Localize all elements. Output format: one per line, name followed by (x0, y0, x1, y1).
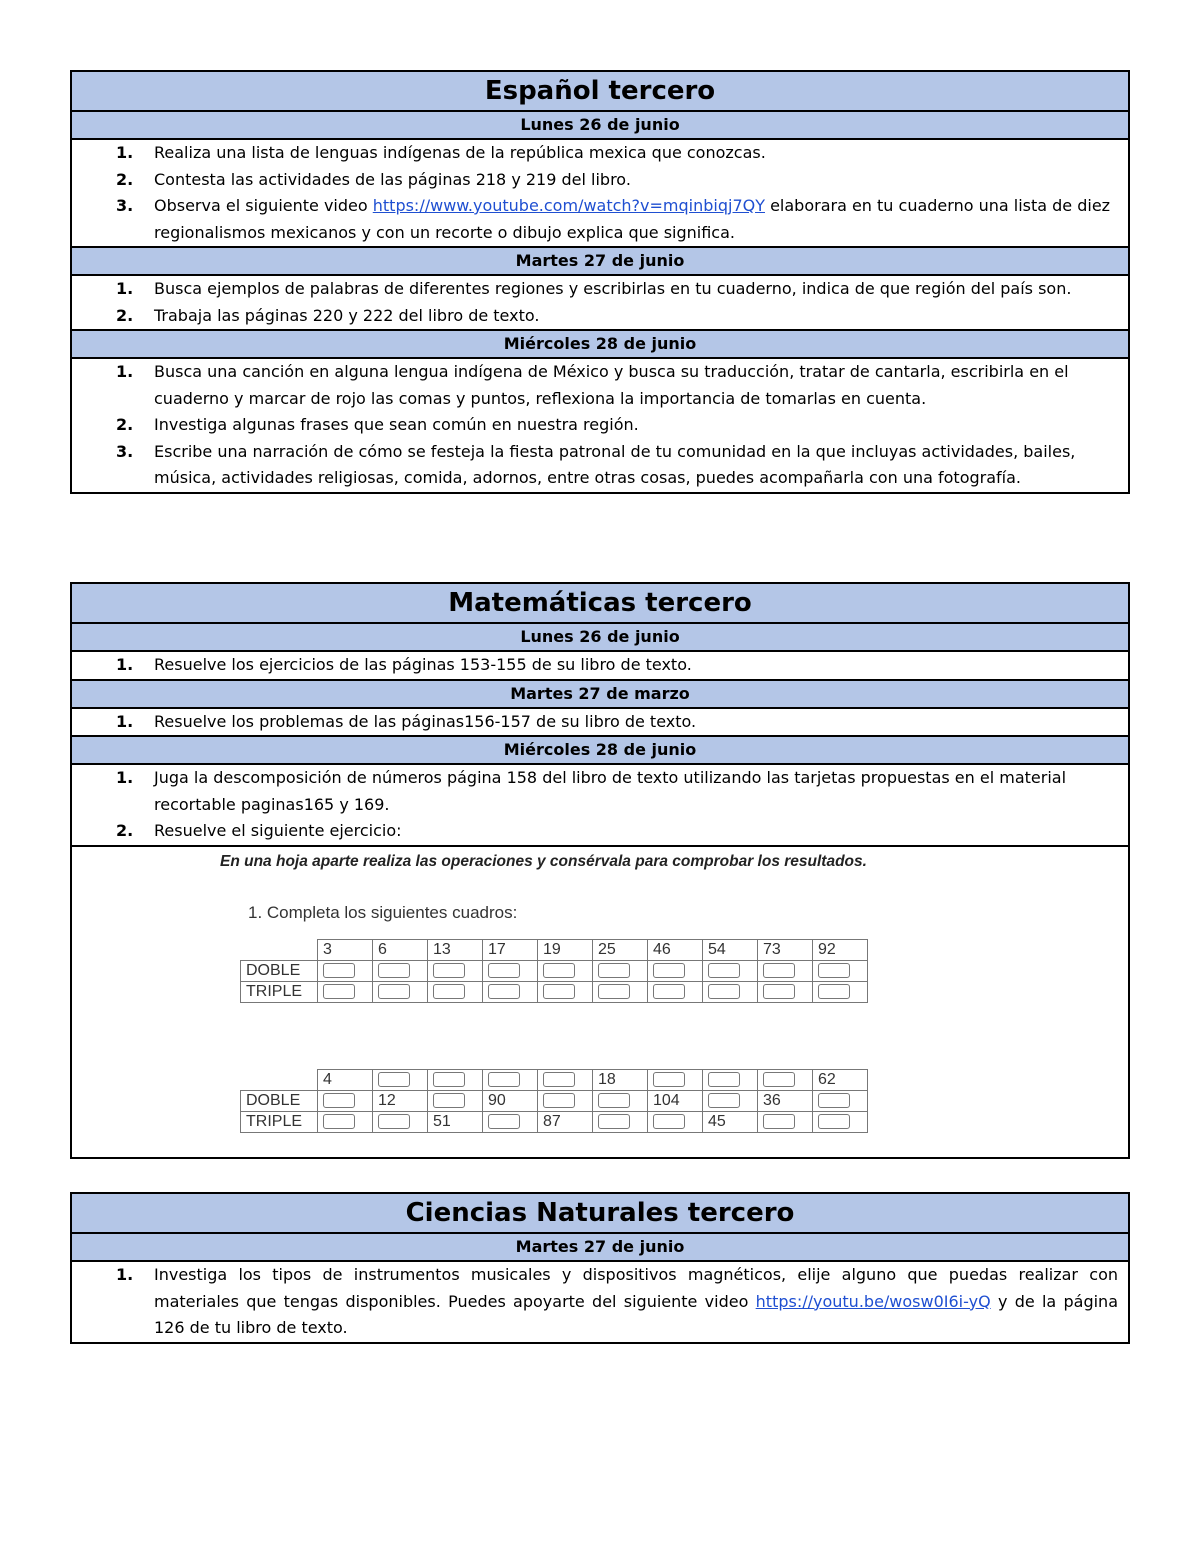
answer-cell (593, 981, 648, 1002)
answer-box[interactable] (323, 963, 355, 978)
list-item: 2. Trabaja las páginas 220 y 222 del libro de texto. (116, 305, 540, 325)
answer-cell (648, 1111, 703, 1132)
answer-cell (758, 1111, 813, 1132)
answer-cell (703, 981, 758, 1002)
espanol-martes-tasks (72, 276, 1128, 331)
espanol-day-martes: Martes 27 de junio (72, 248, 1128, 276)
answer-box[interactable] (488, 963, 520, 978)
answer-cell (813, 1090, 868, 1111)
answer-cell (318, 981, 373, 1002)
answer-cell (428, 1069, 483, 1090)
answer-box[interactable] (433, 1072, 465, 1087)
answer-box[interactable] (378, 984, 410, 999)
answer-cell (593, 1111, 648, 1132)
youtube-video-link[interactable]: https://www.youtube.com/watch?v=mqinbiqj7QY (372, 196, 765, 215)
answer-box[interactable] (488, 1114, 520, 1129)
table-row-triple (241, 1111, 868, 1132)
number-cell: 25 (593, 939, 648, 960)
answer-cell (648, 960, 703, 981)
answer-box[interactable] (598, 1114, 630, 1129)
espanol-lunes-tasks (72, 140, 1128, 248)
answer-box[interactable] (818, 984, 850, 999)
matematicas-day-miercoles: Miércoles 28 de junio (72, 737, 1128, 765)
espanol-day-miercoles: Miércoles 28 de junio (72, 331, 1128, 359)
answer-box[interactable] (543, 1093, 575, 1108)
answer-cell (703, 1090, 758, 1111)
answer-box[interactable] (323, 1114, 355, 1129)
double-triple-table-2 (240, 1069, 868, 1133)
ciencias-martes-tasks (72, 1262, 1128, 1342)
answer-box[interactable] (323, 984, 355, 999)
answer-box[interactable] (433, 963, 465, 978)
answer-box[interactable] (543, 1072, 575, 1087)
answer-box[interactable] (653, 1114, 685, 1129)
answer-cell (483, 960, 538, 981)
number-cell: 87 (538, 1111, 593, 1132)
answer-box[interactable] (378, 963, 410, 978)
number-cell: 54 (703, 939, 758, 960)
answer-cell (538, 960, 593, 981)
answer-cell (813, 1111, 868, 1132)
empty-cell (241, 1069, 318, 1090)
table-row-triple (241, 981, 868, 1002)
table-row-top (241, 1069, 868, 1090)
row-label-doble: DOBLE (241, 960, 318, 981)
answer-box[interactable] (598, 1093, 630, 1108)
answer-box[interactable] (818, 1093, 850, 1108)
ciencias-block (70, 1192, 1130, 1344)
answer-cell (758, 1069, 813, 1090)
answer-cell (318, 960, 373, 981)
answer-cell (318, 1090, 373, 1111)
espanol-block (70, 70, 1130, 494)
list-item: 2. Investiga algunas frases que sean común en nuestra región. (116, 415, 639, 434)
table-row-doble (241, 960, 868, 981)
number-cell: 104 (648, 1090, 703, 1111)
list-item: 1. Realiza una lista de lenguas indígenas de la república mexica que conozcas. (116, 143, 766, 162)
number-cell: 17 (483, 939, 538, 960)
answer-cell (483, 981, 538, 1002)
answer-cell (648, 981, 703, 1002)
number-cell: 13 (428, 939, 483, 960)
answer-cell (483, 1111, 538, 1132)
answer-cell (428, 981, 483, 1002)
table-row-doble (241, 1090, 868, 1111)
answer-box[interactable] (763, 1114, 795, 1129)
number-cell: 36 (758, 1090, 813, 1111)
number-cell: 62 (813, 1069, 868, 1090)
table-row-top (241, 939, 868, 960)
list-item: 3. Observa el siguiente video https://www.youtube.com/watch?v=mqinbiqj7QY elaborara en tu cuaderno una lista de diez regionalismos mexicanos y con un recorte o dibujo explica que significa. (116, 196, 1111, 242)
answer-cell (593, 1090, 648, 1111)
number-cell: 4 (318, 1069, 373, 1090)
answer-cell (428, 1090, 483, 1111)
answer-box[interactable] (818, 1114, 850, 1129)
answer-box[interactable] (488, 984, 520, 999)
ciencias-title: Ciencias Naturales tercero (72, 1194, 1128, 1234)
answer-cell (538, 981, 593, 1002)
answer-box[interactable] (708, 984, 740, 999)
list-item: 1. Busca una canción en alguna lengua indígena de México y busca su traducción, tratar de cantarla, escribirla en el cuaderno y marcar de rojo las comas y puntos, reflexiona la importancia de tomarlas en cuenta. (116, 362, 1069, 408)
row-label-triple: TRIPLE (241, 1111, 318, 1132)
answer-cell (758, 981, 813, 1002)
answer-cell (373, 960, 428, 981)
answer-box[interactable] (433, 1093, 465, 1108)
answer-cell (373, 1111, 428, 1132)
answer-box[interactable] (763, 963, 795, 978)
exercise-instruction: En una hoja aparte realiza las operaciones y consérvala para comprobar los resultados. (220, 852, 867, 870)
answer-cell (373, 981, 428, 1002)
answer-cell (483, 1069, 538, 1090)
answer-box[interactable] (818, 963, 850, 978)
answer-cell (318, 1111, 373, 1132)
number-cell: 45 (703, 1111, 758, 1132)
exercise-image (72, 847, 1128, 1157)
answer-box[interactable] (763, 984, 795, 999)
number-cell: 90 (483, 1090, 538, 1111)
matematicas-day-martes: Martes 27 de marzo (72, 681, 1128, 709)
answer-box[interactable] (378, 1114, 410, 1129)
matematicas-block (70, 582, 1130, 1159)
matematicas-title: Matemáticas tercero (72, 584, 1128, 624)
list-item: 1. Busca ejemplos de palabras de diferentes regiones y escribirlas en tu cuaderno, indica de que región del país son. (116, 279, 1072, 298)
answer-box[interactable] (433, 984, 465, 999)
espanol-title: Español tercero (72, 72, 1128, 112)
answer-cell (538, 1069, 593, 1090)
double-triple-table-1 (240, 939, 868, 1003)
answer-cell (758, 960, 813, 981)
row-label-doble: DOBLE (241, 1090, 318, 1111)
number-cell: 12 (373, 1090, 428, 1111)
list-item: 1. Investiga los tipos de instrumentos musicales y dispositivos magnéticos, elije alguno que puedas realizar con materiales que tengas disponibles. Puedes apoyarte del siguiente video https://youtu.be/wosw0I6i-yQ y de la página 126 de tu libro de texto. (116, 1265, 1118, 1337)
answer-cell (593, 960, 648, 981)
number-cell: 6 (373, 939, 428, 960)
ciencias-day-martes: Martes 27 de junio (72, 1234, 1128, 1262)
empty-cell (241, 939, 318, 960)
answer-cell (703, 960, 758, 981)
list-item: 1. Juga la descomposición de números página 158 del libro de texto utilizando las tarjetas propuestas en el material recortable paginas165 y 169. (116, 768, 1067, 814)
matematicas-lunes-tasks (72, 652, 1128, 681)
answer-cell (813, 981, 868, 1002)
answer-box[interactable] (488, 1072, 520, 1087)
answer-box[interactable] (378, 1072, 410, 1087)
matematicas-miercoles-tasks (72, 765, 1128, 847)
number-cell: 18 (593, 1069, 648, 1090)
list-item: 1. Resuelve los ejercicios de las páginas 153-155 de su libro de texto. (116, 655, 692, 674)
answer-cell (703, 1069, 758, 1090)
answer-cell (648, 1069, 703, 1090)
answer-box[interactable] (543, 984, 575, 999)
answer-box[interactable] (708, 1093, 740, 1108)
answer-box[interactable] (323, 1093, 355, 1108)
number-cell: 19 (538, 939, 593, 960)
matematicas-day-lunes: Lunes 26 de junio (72, 624, 1128, 652)
number-cell: 92 (813, 939, 868, 960)
answer-box[interactable] (598, 984, 630, 999)
answer-box[interactable] (708, 1072, 740, 1087)
answer-box[interactable] (653, 963, 685, 978)
answer-box[interactable] (653, 1072, 685, 1087)
number-cell: 3 (318, 939, 373, 960)
number-cell: 51 (428, 1111, 483, 1132)
matematicas-martes-tasks (72, 709, 1128, 738)
answer-cell (813, 960, 868, 981)
espanol-day-lunes: Lunes 26 de junio (72, 112, 1128, 140)
answer-box[interactable] (708, 963, 740, 978)
list-item: 2. Contesta las actividades de las páginas 218 y 219 del libro. (116, 169, 631, 189)
number-cell: 73 (758, 939, 813, 960)
list-item: 1. Resuelve los problemas de las páginas156-157 de su libro de texto. (116, 711, 697, 731)
youtu-be-video-link[interactable]: https://youtu.be/wosw0I6i-yQ (755, 1291, 991, 1311)
row-label-triple: TRIPLE (241, 981, 318, 1002)
list-item: 2. Resuelve el siguiente ejercicio: (116, 821, 402, 840)
answer-box[interactable] (763, 1072, 795, 1087)
answer-box[interactable] (653, 984, 685, 999)
list-item: 3. Escribe una narración de cómo se festeja la fiesta patronal de tu comunidad en la que incluyas actividades, bailes, música, actividades religiosas, comida, adornos, entre otras cosas, puedes acompañarla con una fotografía. (116, 441, 1076, 487)
answer-cell (428, 960, 483, 981)
number-cell: 46 (648, 939, 703, 960)
answer-cell (373, 1069, 428, 1090)
espanol-miercoles-tasks (72, 359, 1128, 492)
exercise-subtitle: 1. Completa los siguientes cuadros: (248, 902, 518, 922)
answer-cell (538, 1090, 593, 1111)
answer-box[interactable] (543, 963, 575, 978)
answer-box[interactable] (598, 963, 630, 978)
